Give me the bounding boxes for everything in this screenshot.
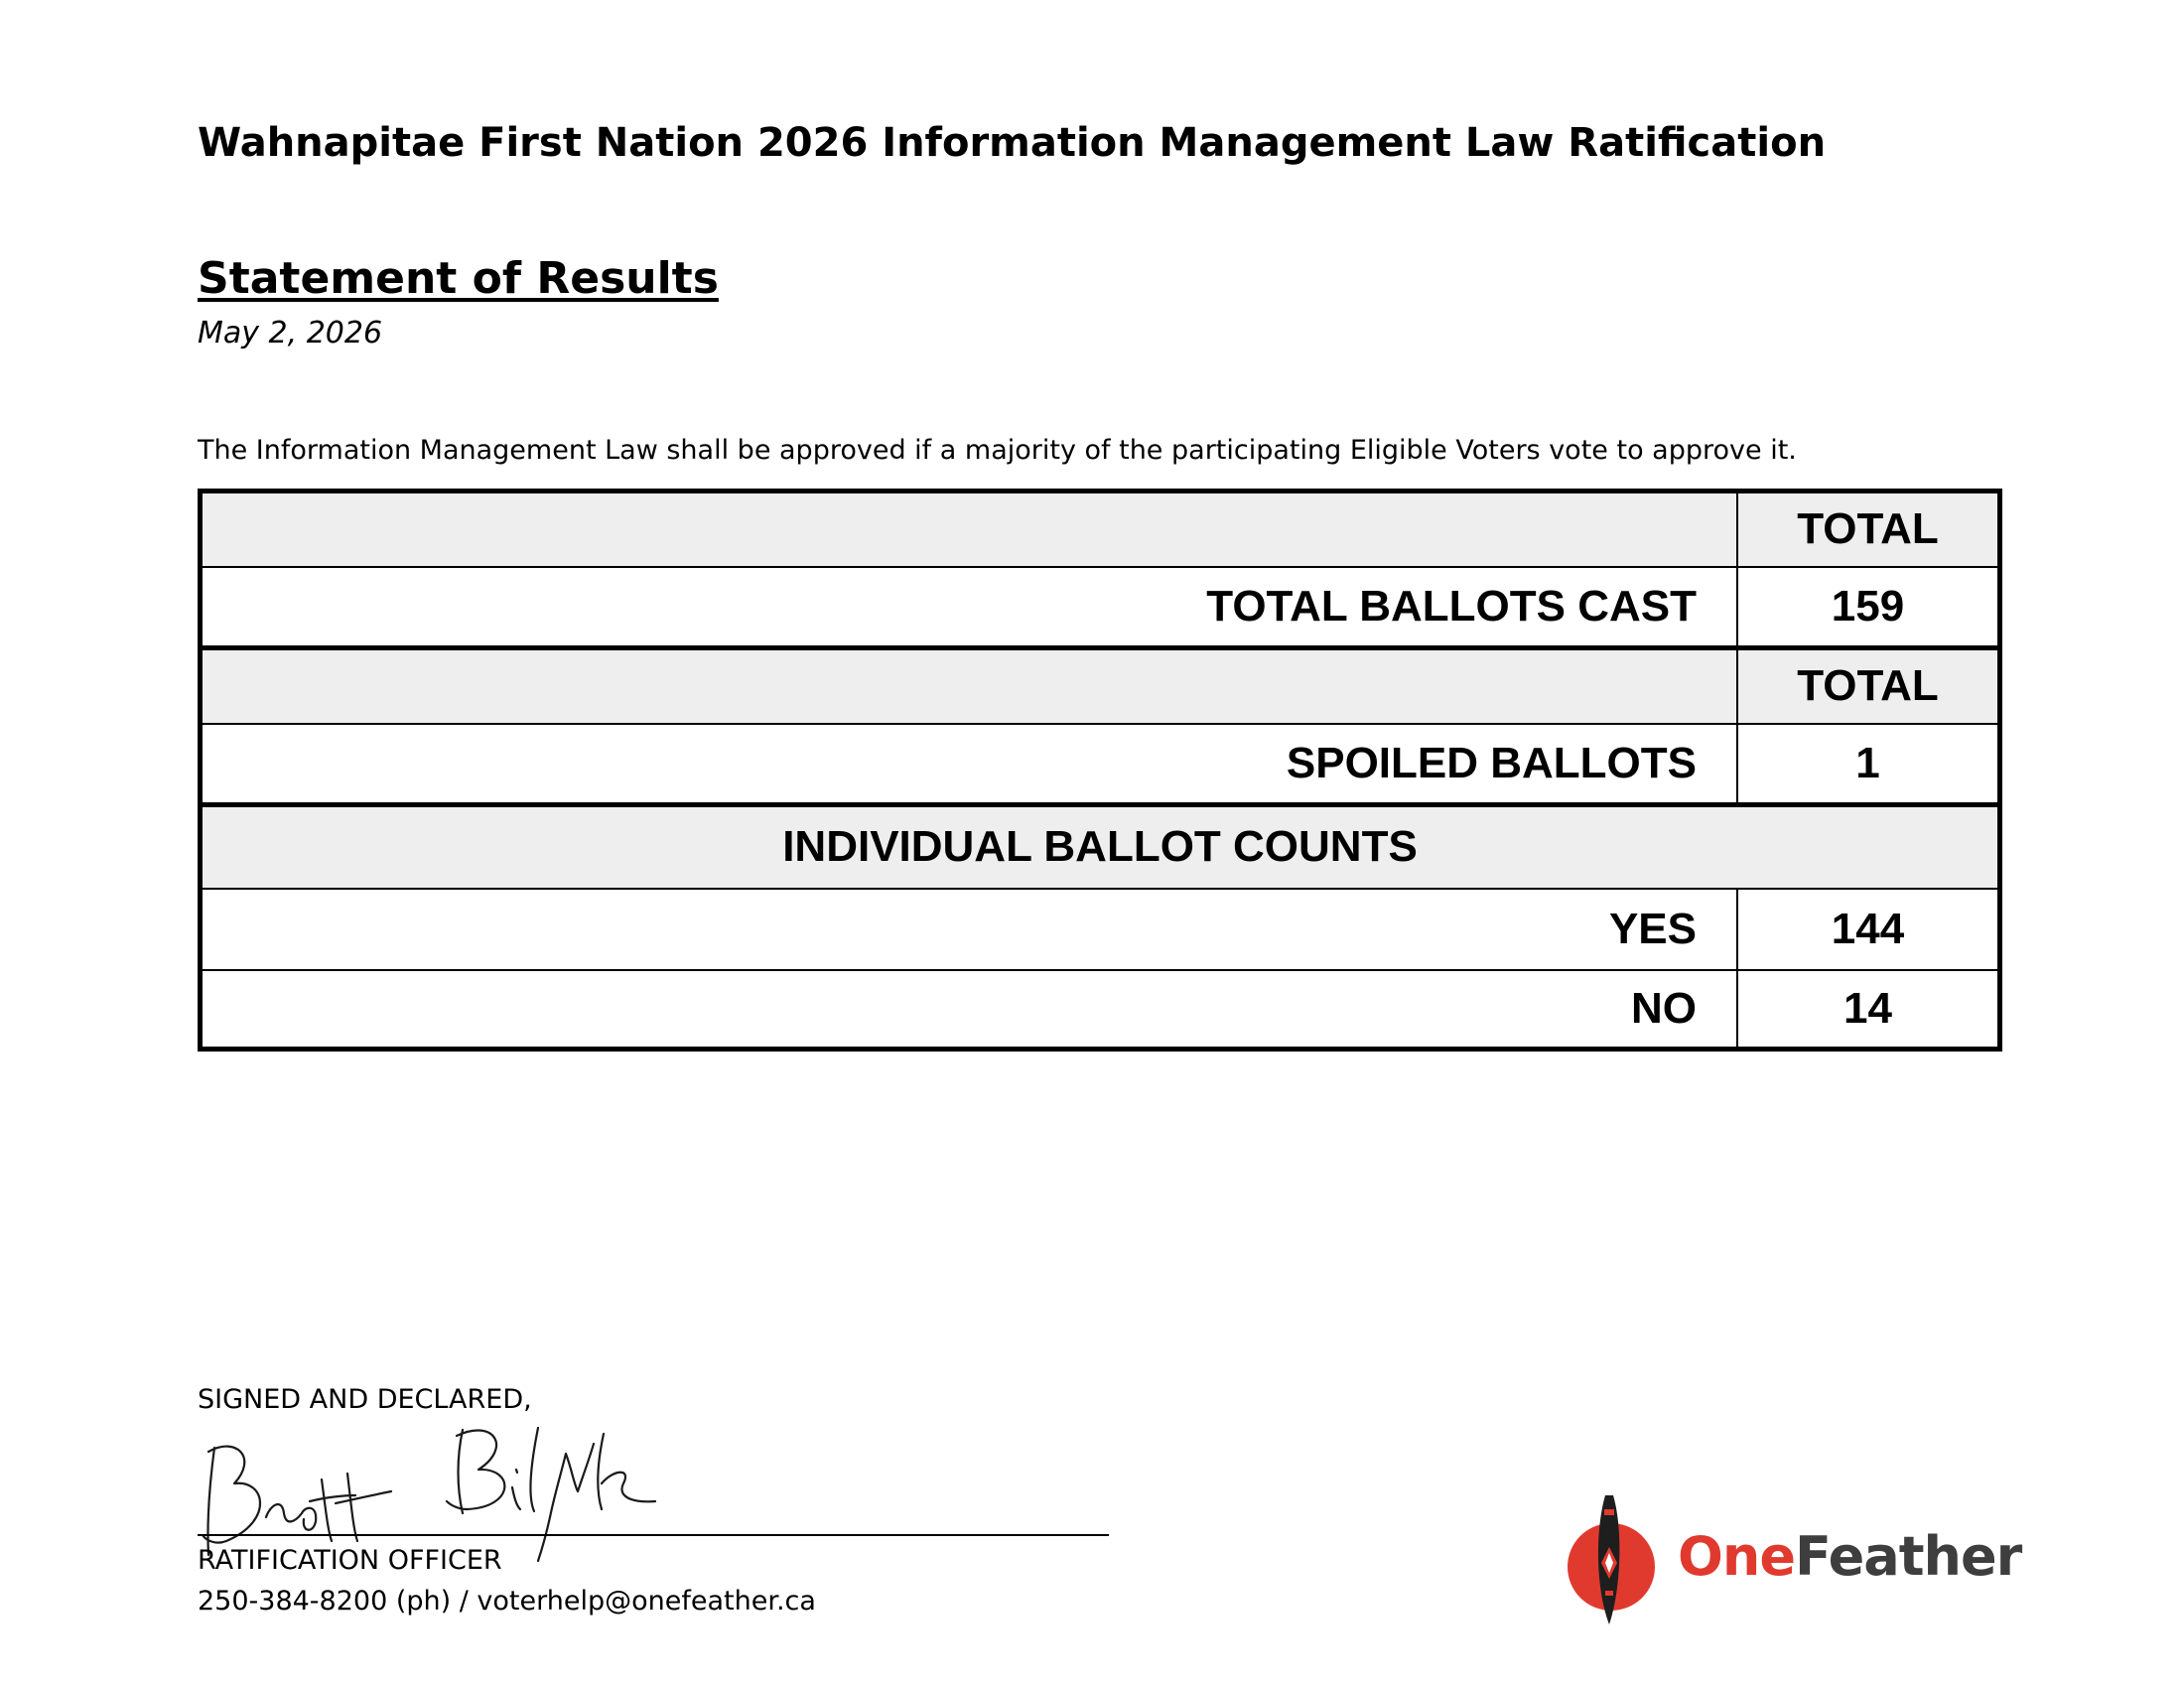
no-label: NO [201, 970, 1738, 1050]
table-row [201, 567, 2000, 648]
logo-text-feather: Feather [1794, 1525, 2022, 1588]
ballots-cast-value: 159 [1737, 567, 2000, 648]
approval-rule-text: The Information Management Law shall be approved if a majority of the participating Eligible Voters vote to approve it. [198, 435, 1797, 466]
header-blank-cell [201, 492, 1738, 567]
section-title: Statement of Results [198, 253, 719, 304]
individual-counts-header: INDIVIDUAL BALLOT COUNTS [201, 805, 2000, 889]
table-row [201, 648, 2000, 724]
onefeather-wordmark [1678, 1525, 2021, 1588]
table-row [201, 805, 2000, 889]
signed-declared-label: SIGNED AND DECLARED, [198, 1384, 532, 1415]
signature-line [198, 1534, 1109, 1536]
spoiled-ballots-label: SPOILED BALLOTS [201, 724, 1738, 805]
officer-title: RATIFICATION OFFICER [198, 1545, 502, 1576]
contact-info: 250-384-8200 (ph) / voterhelp@onefeather.ca [198, 1586, 816, 1617]
yes-value: 144 [1737, 889, 2000, 970]
document-date: May 2, 2026 [198, 316, 383, 351]
spoiled-ballots-value: 1 [1737, 724, 2000, 805]
results-table [198, 489, 2002, 1052]
logo-text-one: One [1678, 1525, 1795, 1588]
ballots-cast-label: TOTAL BALLOTS CAST [201, 567, 1738, 648]
table-row [201, 970, 2000, 1050]
total-header-cell: TOTAL [1737, 492, 2000, 567]
document-title: Wahnapitae First Nation 2026 Information Management Law Ratification [198, 120, 1827, 166]
yes-label: YES [201, 889, 1738, 970]
table-row [201, 492, 2000, 567]
table-row [201, 724, 2000, 805]
no-value: 14 [1737, 970, 2000, 1050]
table-row [201, 889, 2000, 970]
header-blank-cell [201, 648, 1738, 724]
total-header-cell: TOTAL [1737, 648, 2000, 724]
